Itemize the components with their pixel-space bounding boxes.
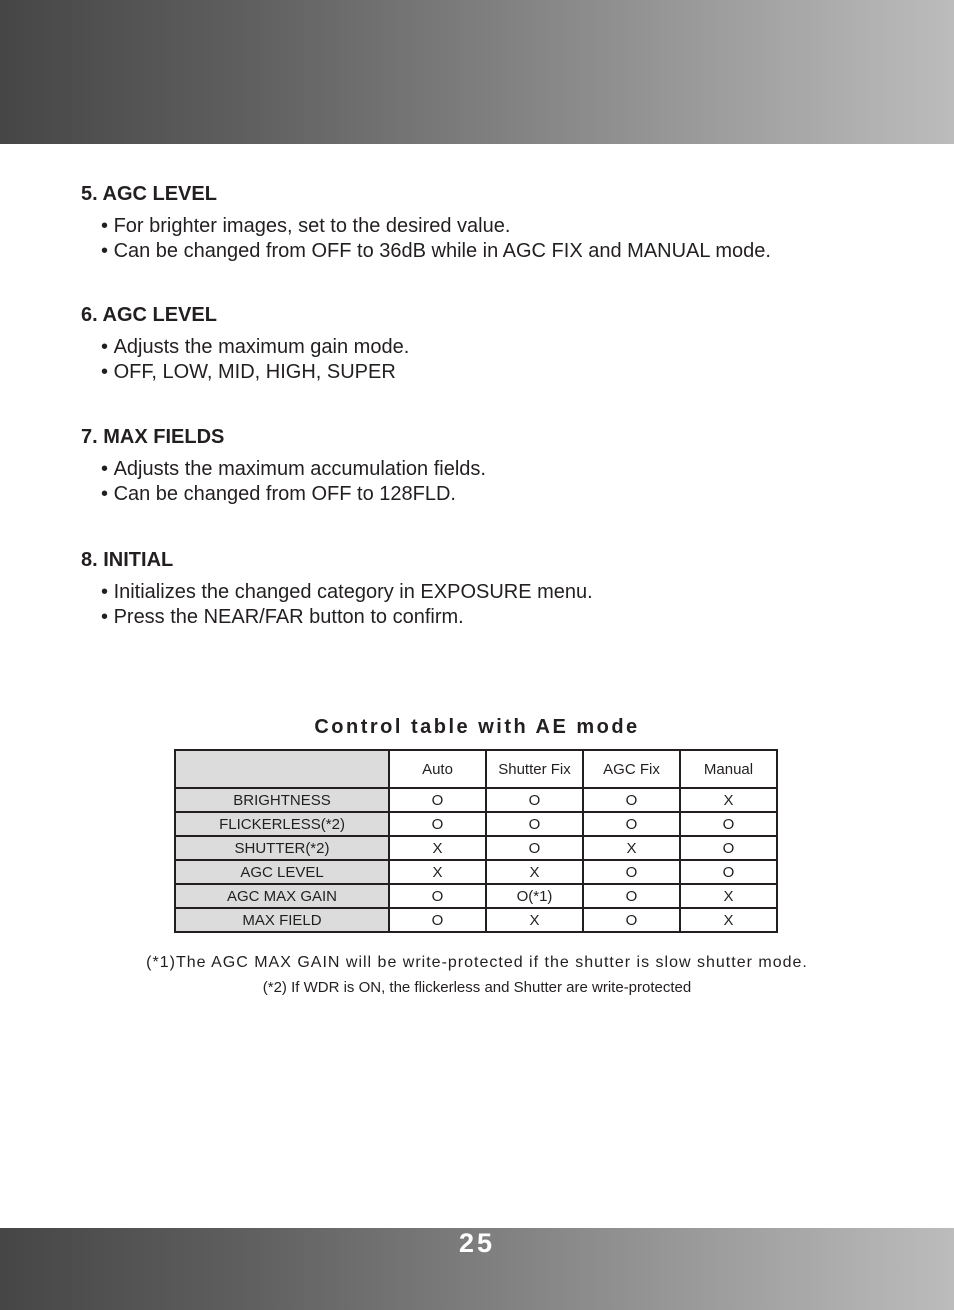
table-cell: O — [389, 812, 486, 836]
section-heading: 7. MAX FIELDS — [81, 426, 225, 448]
bullet-item: • For brighter images, set to the desired value. — [101, 214, 881, 239]
table-row — [175, 884, 777, 908]
table-cell: O(*1) — [486, 884, 583, 908]
table-cell: O — [583, 788, 680, 812]
table-footnote-2: (*2) If WDR is ON, the flickerless and Shutter are write-protected — [262, 979, 692, 996]
table-row — [175, 788, 777, 812]
table-header-row — [175, 750, 777, 788]
table-cell: O — [680, 836, 777, 860]
column-header: Shutter Fix — [486, 750, 583, 788]
table-corner-cell — [175, 750, 389, 788]
section-max-fields — [81, 424, 881, 507]
table-cell: X — [389, 860, 486, 884]
row-label: AGC LEVEL — [175, 860, 389, 884]
table-cell: O — [389, 908, 486, 932]
table-cell: O — [583, 884, 680, 908]
table-cell: O — [680, 812, 777, 836]
table-cell: O — [389, 788, 486, 812]
bullet-item: • Press the NEAR/FAR button to confirm. — [101, 605, 881, 630]
column-header: AGC Fix — [583, 750, 680, 788]
table-row — [175, 836, 777, 860]
column-header: Manual — [680, 750, 777, 788]
table-cell: O — [389, 884, 486, 908]
bullet-item: • Can be changed from OFF to 128FLD. — [101, 482, 881, 507]
table-row — [175, 908, 777, 932]
section-agc-level — [81, 181, 881, 264]
bullet-item: • Initializes the changed category in EXPOSURE menu. — [101, 580, 881, 605]
table-cell: X — [680, 908, 777, 932]
section-heading: 6. AGC LEVEL — [81, 304, 217, 326]
table-cell: O — [486, 836, 583, 860]
table-cell: X — [583, 836, 680, 860]
table-cell: X — [680, 788, 777, 812]
page-number: 25 — [458, 1228, 496, 1258]
control-table — [174, 749, 778, 933]
bullet-item: • Adjusts the maximum accumulation fields. — [101, 457, 881, 482]
section-heading: 8. INITIAL — [81, 549, 174, 571]
bullet-item: • OFF, LOW, MID, HIGH, SUPER — [101, 360, 881, 385]
section-heading: 5. AGC LEVEL — [81, 183, 217, 205]
bullet-item: • Adjusts the maximum gain mode. — [101, 335, 881, 360]
row-label: MAX FIELD — [175, 908, 389, 932]
column-header: Auto — [389, 750, 486, 788]
row-label: BRIGHTNESS — [175, 788, 389, 812]
row-label: FLICKERLESS(*2) — [175, 812, 389, 836]
header-band — [0, 0, 954, 144]
table-cell: O — [486, 812, 583, 836]
table-cell: O — [583, 908, 680, 932]
row-label: SHUTTER(*2) — [175, 836, 389, 860]
bullet-list — [81, 457, 881, 507]
section-agc-level-gain-mode — [81, 302, 881, 385]
bullet-list — [81, 335, 881, 385]
section-initial — [81, 547, 881, 630]
table-cell: O — [583, 812, 680, 836]
bullet-list — [81, 214, 881, 264]
table-row — [175, 860, 777, 884]
table-title: Control table with AE mode — [314, 716, 640, 738]
table-row — [175, 812, 777, 836]
table-cell: X — [389, 836, 486, 860]
bullet-item: • Can be changed from OFF to 36dB while in AGC FIX and MANUAL mode. — [101, 239, 881, 264]
table-cell: X — [680, 884, 777, 908]
table-cell: X — [486, 860, 583, 884]
table-cell: O — [486, 788, 583, 812]
table-cell: O — [680, 860, 777, 884]
row-label: AGC MAX GAIN — [175, 884, 389, 908]
table-cell: X — [486, 908, 583, 932]
table-footnote-1: (*1)The AGC MAX GAIN will be write-protected if the shutter is slow shutter mode. — [146, 954, 808, 971]
table-cell: O — [583, 860, 680, 884]
bullet-list — [81, 580, 881, 630]
